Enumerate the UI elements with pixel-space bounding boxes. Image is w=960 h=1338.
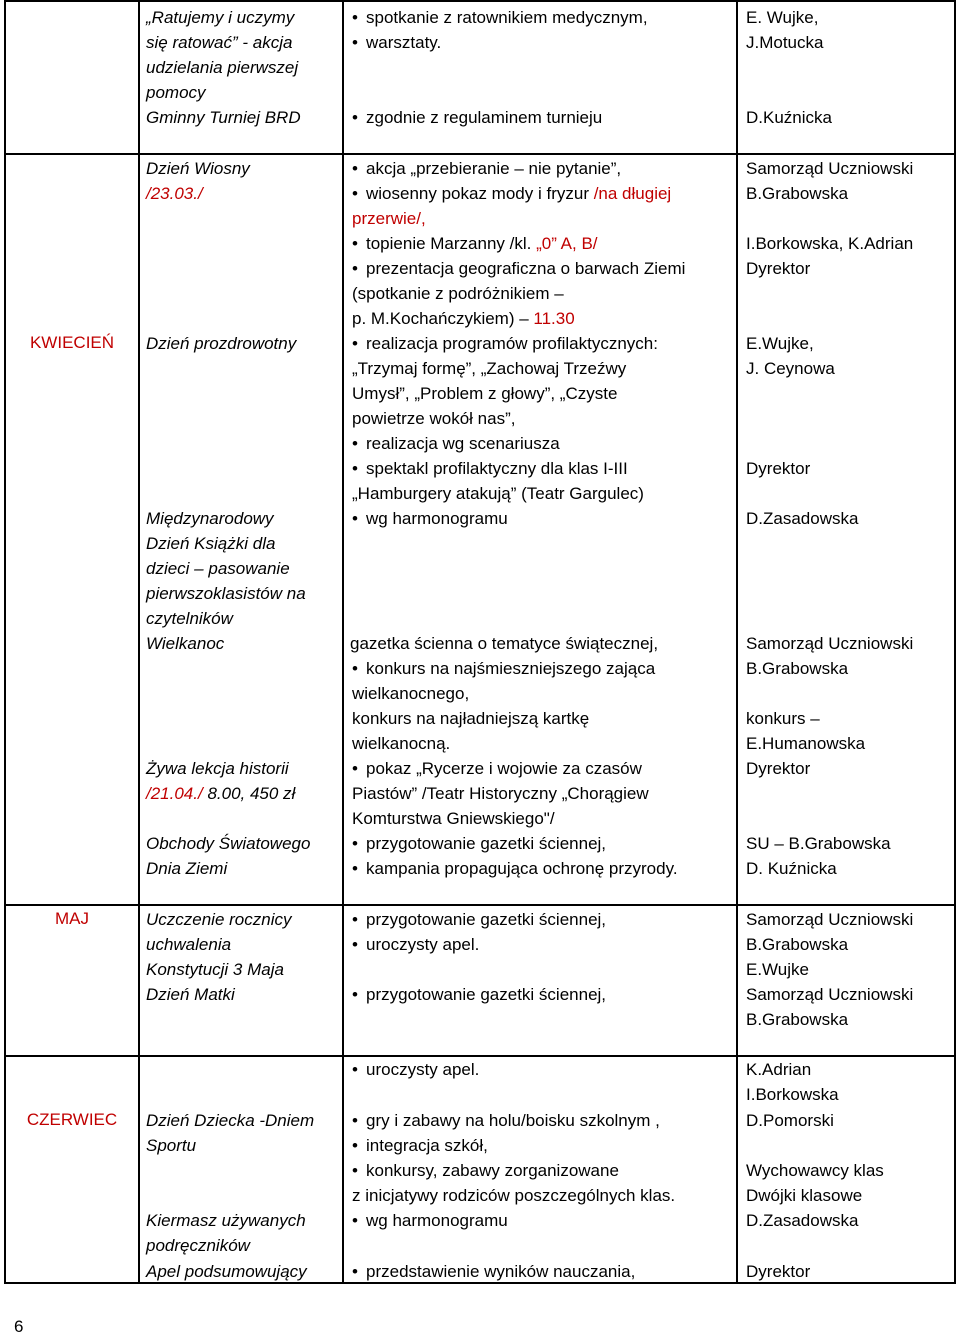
page-number: 6 — [14, 1317, 24, 1336]
list-item: • spektakl profilaktyczny dla klas I-III — [352, 459, 628, 478]
responsible-persons: Samorząd Uczniowski B.Grabowska konkurs – E.Humanowska — [746, 634, 914, 753]
activity-list: • gry i zabawy na holu/boisku szkolnym , • integracja szkół, • konkursy, zabawy zorganizowane z inicjatywy rodziców poszczególnych klas. — [352, 1108, 732, 1208]
activity-list — [352, 831, 678, 881]
list-item: • spotkanie z ratownikiem medycznym, — [352, 8, 648, 27]
column-divider — [342, 0, 344, 1284]
event-title: Dzień prozdrowotny — [146, 334, 297, 353]
list-item: • przygotowanie gazetki ściennej, — [352, 834, 607, 853]
responsible-persons: Samorząd Uczniowski B.Grabowska E.Wujke — [746, 910, 914, 979]
table-border-left — [4, 0, 6, 1284]
responsible-persons: Samorząd Uczniowski B.Grabowska I.Borkowska, K.Adrian Dyrektor — [746, 159, 914, 278]
event-title: Dzień Dziecka -Dniem Sportu — [146, 1111, 315, 1155]
activity-list: gazetka ścienna o tematyce świątecznej, • konkurs na najśmieszniejszego zająca wielkanocnego, konkurs na najładniejszą kartkę wielkanocną. — [352, 631, 732, 756]
list-item: • kampania propagująca ochronę przyrody. — [352, 859, 678, 878]
activity-list — [352, 506, 508, 531]
event-title: Dzień Wiosny /23.03./ — [146, 159, 250, 203]
responsible-persons: SU – B.Grabowska D. Kuźnicka — [746, 834, 891, 878]
event-title: Obchody Światowego Dnia Ziemi — [146, 834, 311, 878]
table-border-top — [4, 0, 956, 2]
responsible-persons: Dyrektor — [746, 759, 811, 778]
list-item: • wg harmonogramu — [352, 509, 508, 528]
month-label-april: KWIECIEŃ — [29, 333, 115, 352]
list-item: • integracja szkół, — [352, 1136, 488, 1155]
activity-list — [352, 1208, 508, 1233]
responsible-persons: D.Zasadowska — [746, 509, 859, 528]
list-item: • gry i zabawy na holu/boisku szkolnym , — [352, 1111, 660, 1130]
activity-list: • akcja „przebieranie – nie pytanie”, • wiosenny pokaz mody i fryzur /na długiej przerwie/, • topienie Marzanny /kl. „0” A, B/ • prezentacja geograficzna o barwach Ziemi (spotkanie z podróżnikiem – p. M.Kochańczykiem) – 11.30 — [352, 156, 732, 331]
event-title: Międzynarodowy Dzień Książki dla dzieci – pasowanie pierwszoklasistów na czytelników — [146, 509, 306, 628]
list-item: • zgodnie z regulaminem turnieju — [352, 108, 603, 127]
month-label-may: MAJ — [55, 909, 89, 928]
activity-list: • pokaz „Rycerze i wojowie za czasów Piastów” /Teatr Historyczny „Chorągiew Komturstwa Gniewskiego"/ — [352, 756, 732, 831]
activity-list — [352, 1259, 635, 1284]
month-label-june: CZERWIEC — [26, 1110, 118, 1129]
list-item: • przedstawienie wyników nauczania, — [352, 1262, 636, 1281]
event-title: „Ratujemy i uczymy się ratować” - akcja udzielania pierwszej pomocy — [146, 8, 299, 102]
event-title: Uczczenie rocznicy uchwalenia Konstytucji 3 Maja — [146, 910, 292, 979]
list-item: • warsztaty. — [352, 33, 442, 52]
event-title: Dzień Matki — [146, 985, 235, 1004]
list-item: • topienie Marzanny /kl. „0” A, B/ — [352, 234, 598, 253]
column-divider — [736, 0, 738, 1284]
event-title: Apel podsumowujący — [146, 1262, 307, 1281]
activity-list — [352, 105, 602, 130]
responsible-persons: E. Wujke, J.Motucka — [746, 8, 824, 52]
list-item: • akcja „przebieranie – nie pytanie”, — [352, 159, 622, 178]
list-item: • konkurs na najśmieszniejszego zająca — [352, 659, 656, 678]
row-divider — [4, 904, 956, 906]
responsible-persons: K.Adrian I.Borkowska — [746, 1060, 839, 1104]
event-title: Gminny Turniej BRD — [146, 108, 301, 127]
row-divider — [4, 153, 956, 155]
list-item: • realizacja wg scenariusza — [352, 434, 560, 453]
event-title: Żywa lekcja historii /21.04./ 8.00, 450 zł — [146, 759, 296, 803]
list-item: • realizacja programów profilaktycznych: — [352, 334, 658, 353]
responsible-persons: Samorząd Uczniowski B.Grabowska — [746, 985, 914, 1029]
event-title: Kiermasz używanych podręczników — [146, 1211, 306, 1255]
list-item: • pokaz „Rycerze i wojowie za czasów — [352, 759, 642, 778]
list-item: konkurs na najładniejszą kartkę — [352, 709, 590, 728]
activity-list — [352, 982, 606, 1007]
responsible-persons: Dyrektor — [746, 1262, 811, 1281]
activity-list — [352, 907, 606, 957]
activity-list — [352, 5, 648, 55]
responsible-persons: E.Wujke, J. Ceynowa — [746, 334, 835, 378]
list-item: • przygotowanie gazetki ściennej, — [352, 985, 607, 1004]
list-item: • prezentacja geograficzna o barwach Ziemi — [352, 259, 686, 278]
responsible-persons: D.Pomorski Wychowawcy klas Dwójki klasowe — [746, 1111, 884, 1205]
responsible-persons: Dyrektor — [746, 459, 811, 478]
list-item: • konkursy, zabawy zorganizowane — [352, 1161, 619, 1180]
responsible-persons: D.Kuźnicka — [746, 108, 832, 127]
list-item: gazetka ścienna o tematyce świątecznej, — [350, 634, 659, 653]
event-title: Wielkanoc — [146, 634, 225, 653]
activity-list — [352, 1057, 479, 1082]
list-item: • wg harmonogramu — [352, 1211, 508, 1230]
column-divider — [138, 0, 140, 1284]
responsible-persons: D.Zasadowska — [746, 1211, 859, 1230]
table-border-right — [954, 0, 956, 1284]
list-item: • uroczysty apel. — [352, 1060, 480, 1079]
list-item: • przygotowanie gazetki ściennej, — [352, 910, 607, 929]
list-item: • wiosenny pokaz mody i fryzur /na długiej — [352, 184, 672, 203]
activity-list: • realizacja programów profilaktycznych: „Trzymaj formę”, „Zachowaj Trzeźwy Umysł”, „Problem z głowy”, „Czyste powietrze wokół nas”, • realizacja wg scenariusza • spektakl profilaktyczny dla klas I-III „Hamburgery atakują” (Teatr Gargulec) — [352, 331, 732, 506]
list-item: • uroczysty apel. — [352, 935, 480, 954]
